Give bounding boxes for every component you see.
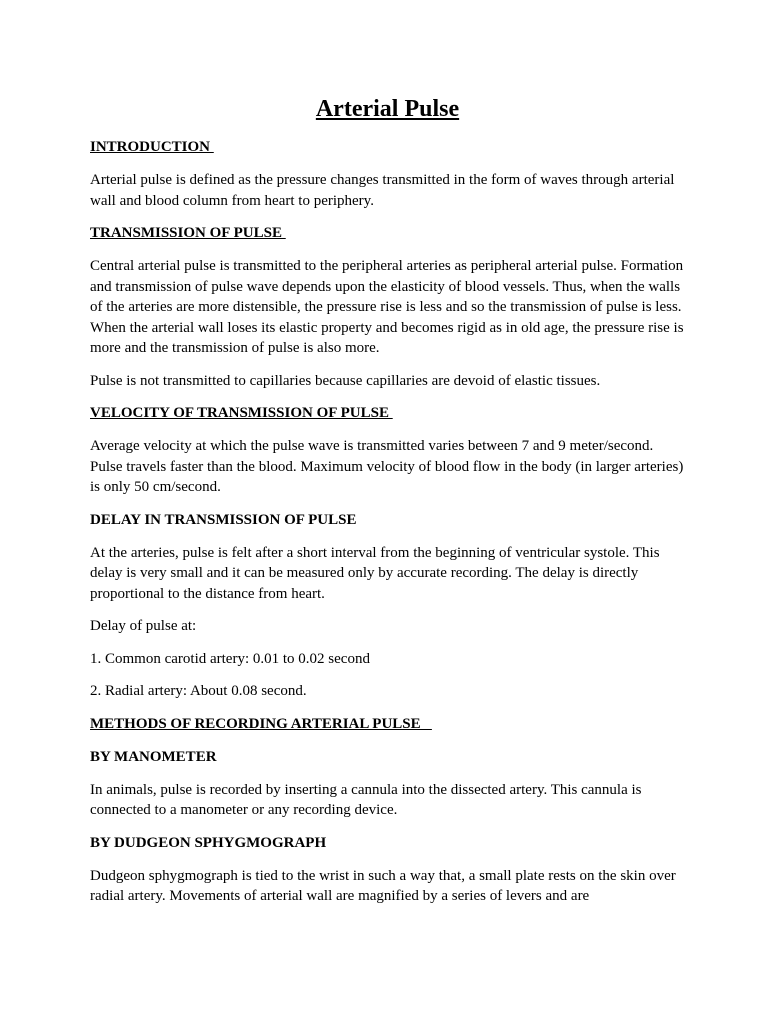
paragraph-delay-2: Delay of pulse at:	[90, 618, 197, 634]
page-title: Arterial Pulse	[315, 96, 460, 122]
paragraph-transmission-1: Central arterial pulse is transmitted to the peripheral arteries as peripheral arterial pulse. Formation and transmission of pulse wave depends upon the elasticity of blood vessels. Thus, when the walls of the arteries are more distensible, the pressure rise is less and so the transmission of pulse is less. When the arterial wall loses its elastic property and becomes rigid as in old age, the pressure rise is more and the transmission of pulse is also more.	[90, 258, 684, 356]
section-heading-velocity: VELOCITY OF TRANSMISSION OF PULSE	[90, 405, 393, 421]
list-item-delay-2: 2. Radial artery: About 0.08 second.	[90, 683, 307, 699]
paragraph-introduction: Arterial pulse is defined as the pressure changes transmitted in the form of waves through arterial wall and blood column from heart to periphery.	[90, 172, 675, 209]
section-heading-transmission: TRANSMISSION OF PULSE	[90, 225, 286, 241]
section-heading-delay: DELAY IN TRANSMISSION OF PULSE	[90, 511, 357, 528]
paragraph-delay-1: At the arteries, pulse is felt after a short interval from the beginning of ventricular systole. This delay is very small and it can be measured only by accurate recording. The delay is directly proportional to the distance from heart.	[90, 544, 660, 602]
paragraph-dudgeon: Dudgeon sphygmograph is tied to the wrist in such a way that, a small plate rests on the skin over radial artery. Movements of arterial wall are magnified by a series of levers and are	[90, 867, 676, 904]
paragraph-manometer: In animals, pulse is recorded by inserting a cannula into the dissected artery. This cannula is connected to a manometer or any recording device.	[90, 781, 642, 818]
document-page	[90, 93, 685, 919]
subsection-heading-dudgeon: BY DUDGEON SPHYGMOGRAPH	[90, 834, 327, 851]
section-heading-introduction: INTRODUCTION	[90, 139, 214, 155]
section-heading-methods: METHODS OF RECORDING ARTERIAL PULSE	[90, 715, 432, 732]
list-item-delay-1: 1. Common carotid artery: 0.01 to 0.02 second	[90, 650, 370, 667]
paragraph-velocity: Average velocity at which the pulse wave is transmitted varies between 7 and 9 meter/second. Pulse travels faster than the blood. Maximum velocity of blood flow in the body (in larger arteries) is only 50 cm/second.	[90, 438, 684, 495]
paragraph-transmission-2: Pulse is not transmitted to capillaries because capillaries are devoid of elastic tissues.	[90, 372, 601, 389]
subsection-heading-manometer: BY MANOMETER	[90, 748, 217, 765]
